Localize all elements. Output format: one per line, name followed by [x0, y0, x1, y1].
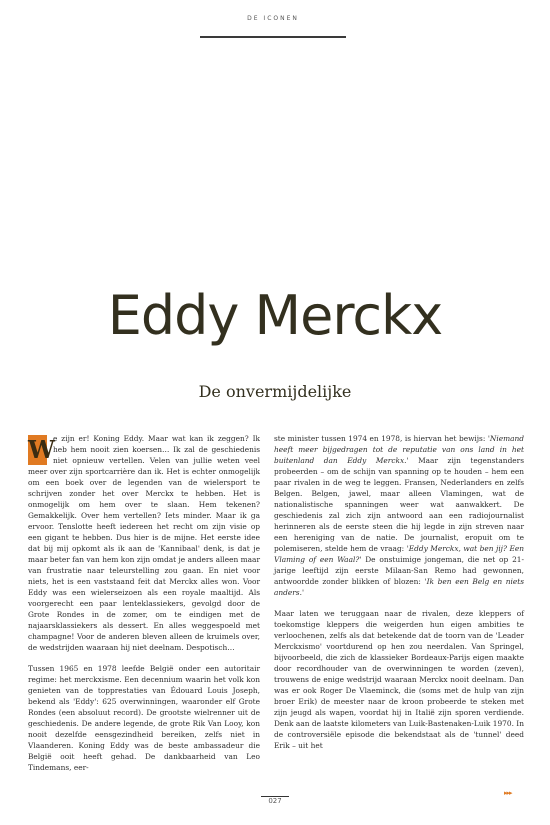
right-p1-start: ste minister tussen 1974 en 1978, is hiervan het bewijs: [274, 434, 488, 443]
right-column [274, 433, 524, 751]
section-label: DE ICONEN [247, 15, 299, 22]
dropcap-letter: W [28, 435, 55, 464]
merckx-answer: 'Ik ben een Belg en niets anders.' [274, 577, 525, 597]
right-p1-mid: Maar zijn tegenstanders probeerden – om de schijn van spanning op te houden – hem een paar rivalen in de weg te leggen. Fransen, Nederlanders en zelfs Belgen. Belgen, jawel, maar alleen Vlamingen, wat de nationalistische spanningen weer wat aanwakkert. De geschiedenis zal zich zijn antwoord aan een radiojournalist herinneren als de eerste steen die hij legde in zijn streven naar een hereniging van de natie. De journalist, eropuit om te polemiseren, stelde hem de vraag: [274, 456, 524, 553]
right-paragraph-2: Maar laten we teruggaan naar de rivalen, deze kleppers of toekomstige kleppers die weigerden hun eigen ambities te verloochenen, zelfs als dat betekende dat de toorn van de 'Leader Merckxismo' voortdurend op hen zou neerdalen. Van Springel, bijvoorbeeld, die zich de klassieker Bordeaux-Parijs eigen maakte door recordhouder van de overwinningen te worden (zeven), trouwens de enige wedstrijd waaraan Merckx nooit deelnam. Dan was er ook Roger De Vlaeminck, die (soms met de hulp van zijn broer Erik) de meester naar de kroon probeerde te steken met zijn jeugd als wapen, voordat hij in Italië zijn sporen verdiende. Denk aan de laatste kilometers van Luik-Bastenaken-Luik 1970. In de controversiële episode die bekendstaat als de 'tunnel' deed Erik – uit het [274, 609, 524, 750]
left-paragraph-2: Tussen 1965 en 1978 leefde België onder een autoritair regime: het merckxisme. Een decennium waarin het volk kon genieten van de topprestaties van Édouard Louis Joseph, bekend als 'Eddy': 625 overwinningen, waaronder elf Grote Rondes (een absoluut record). De grootste wielrenner uit de geschiedenis. De andere legende, de grote Rik Van Looy, kon nooit dezelfde eensgezindheid bereiken, zelfs niet in Vlaanderen. Koning Eddy was de beste ambassadeur die België ooit heeft gehad. De dankbaarheid van Leo Tindemans, eer- [28, 664, 260, 772]
article-title: Eddy Merckx [107, 284, 443, 347]
right-paragraph-1 [274, 433, 524, 598]
right-p1-after: De onstuimige jongeman, die net op 21-jarige leeftijd zijn eerste Milaan-San Remo had gewonnen, antwoordde zonder blikken of blozen: [274, 555, 524, 586]
journalist-question: 'Eddy Merckx, wat ben jij? Een Vlaming of een Waal?' [274, 544, 524, 564]
tindemans-quote: 'Niemand heeft meer bijgedragen tot de reputatie van ons land in het buitenland dan Eddy Merckx.' [274, 434, 524, 465]
left-column [28, 433, 260, 773]
left-paragraph-1 [28, 433, 260, 653]
article-subtitle: De onvermijdelijke [198, 382, 352, 401]
page-number: 027 [268, 797, 282, 805]
continue-marker: ▸▸▸ [504, 789, 512, 797]
left-paragraph-1-text: e zijn er! Koning Eddy. Maar wat kan ik zeggen? Ik heb hem nooit zien koersen… Ik zal de geschiedenis niet opnieuw vertellen. Velen van jullie weten veel meer over zijn sportcarrière dan ik. Het is echter onmogelijk om een boek over de legenden van de wielersport te schrijven zonder het over Merckx te hebben. Het is onmogelijk om hem over te slaan. Hem tekenen? Gemakkelijk. Over hem vertellen? Iets minder. Maar ik ga ervoor. Tenslotte heeft iedereen het recht om zijn visie op een gigant te hebben. Dus hier is de mijne. Het eerste idee dat bij mij opkomt als ik aan de 'Kannibaal' denk, is dat je maar beter fan van hem kon zijn omdat je anders alleen maar van frustratie naar teleurstelling zou gaan. En niet voor niets, het is een vaststaand feit dat Merckx alles won. Voor Eddy was een wielerseizoen als een royale maaltijd. Als voorgerecht een paar lenteklassiekers, gevolgd door de Grote Rondes in de zomer, om te eindigen met de najaarsklassiekers als dessert. En alles weggespoeld met champagne! Voor de anderen bleven alleen de kruimels over, de wedstrijden waaraan hij niet deelnam. Despotisch… [28, 434, 260, 652]
